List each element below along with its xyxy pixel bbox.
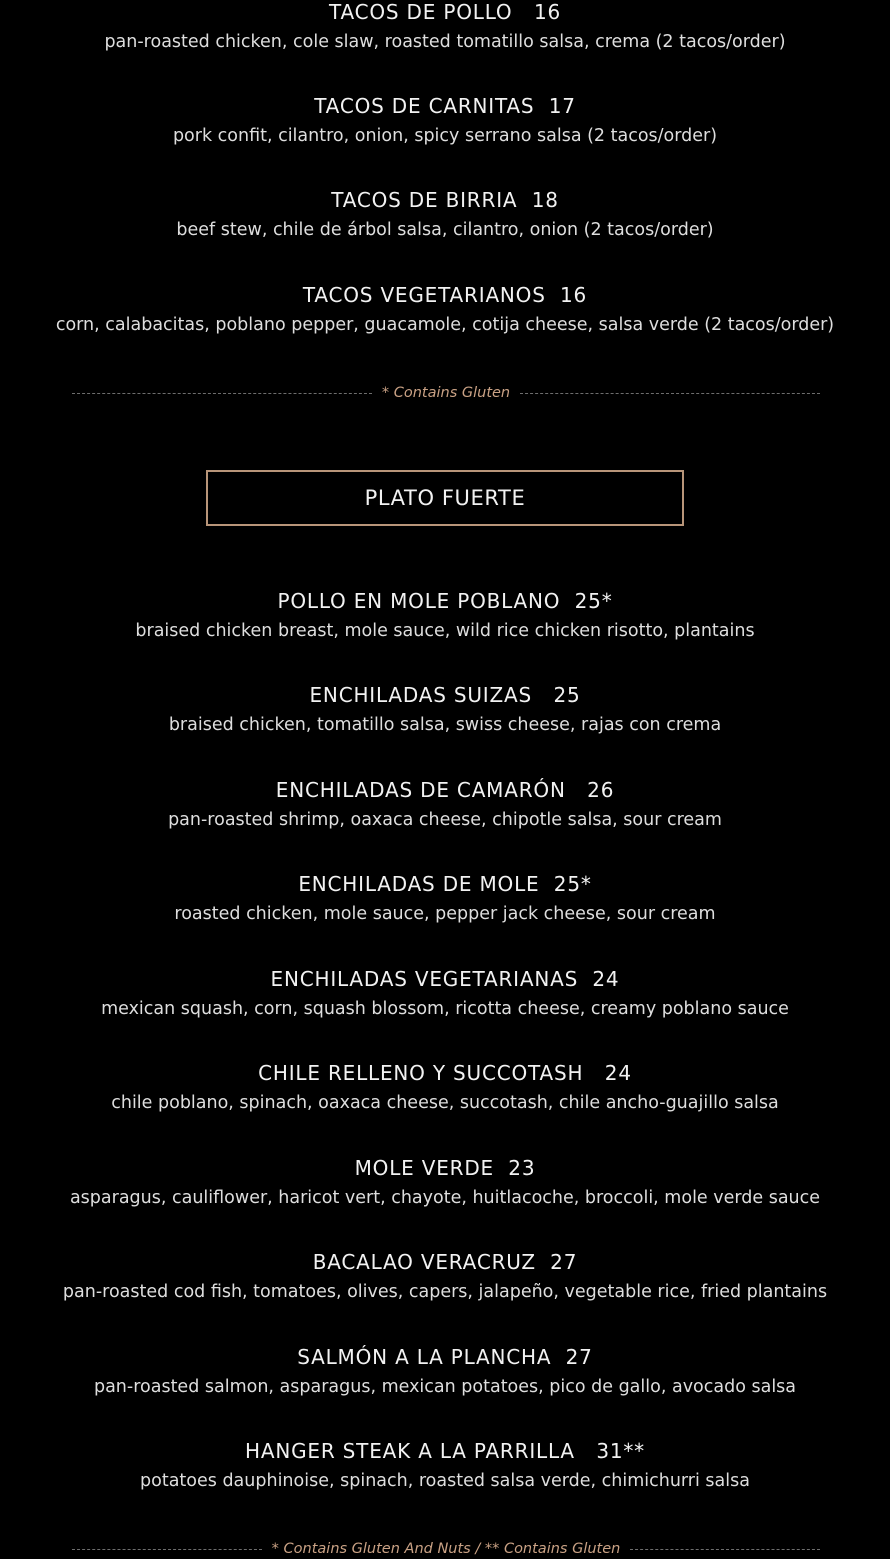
- menu-item-enchiladas-suizas: [0, 682, 890, 737]
- menu-item-tacos-de-birria: [0, 187, 890, 242]
- divider-right: [520, 393, 820, 394]
- item-description: pan-roasted shrimp, oaxaca cheese, chipotle salsa, sour cream: [168, 810, 722, 830]
- divider-right: [630, 1549, 820, 1550]
- item-title: TACOS DE BIRRIA 18: [331, 188, 559, 212]
- menu-item-enchiladas-de-mole: [0, 871, 890, 926]
- tacos-allergen-note: [72, 383, 820, 403]
- item-description: beef stew, chile de árbol salsa, cilantro, onion (2 tacos/order): [176, 220, 714, 240]
- note-text: * Contains Gluten: [381, 385, 511, 401]
- section-header-box: [206, 470, 684, 526]
- menu-item-enchiladas-de-camaron: [0, 777, 890, 832]
- menu-item-hanger-steak-a-la-parrilla: [0, 1438, 890, 1493]
- item-title: BACALAO VERACRUZ 27: [312, 1250, 578, 1274]
- note-text: * Contains Gluten And Nuts / ** Contains Gluten: [271, 1541, 621, 1557]
- item-description: pork confit, cilantro, onion, spicy serrano salsa (2 tacos/order): [172, 126, 718, 146]
- item-title: CHILE RELLENO Y SUCCOTASH 24: [258, 1061, 632, 1085]
- item-description: potatoes dauphinoise, spinach, roasted salsa verde, chimichurri salsa: [140, 1471, 750, 1491]
- item-description: corn, calabacitas, poblano pepper, guacamole, cotija cheese, salsa verde (2 tacos/order): [55, 315, 835, 335]
- section-title: PLATO FUERTE: [364, 486, 526, 510]
- menu-item-tacos-de-carnitas: [0, 93, 890, 148]
- item-title: MOLE VERDE 23: [354, 1156, 536, 1180]
- item-description: pan-roasted cod fish, tomatoes, olives, capers, jalapeño, vegetable rice, fried plantains: [62, 1282, 828, 1302]
- menu-item-bacalao-veracruz: [0, 1249, 890, 1304]
- item-description: pan-roasted chicken, cole slaw, roasted tomatillo salsa, crema (2 tacos/order): [104, 32, 786, 52]
- menu-item-enchiladas-vegetarianas: [0, 966, 890, 1021]
- item-title: ENCHILADAS VEGETARIANAS 24: [270, 967, 620, 991]
- divider-left: [72, 393, 372, 394]
- item-description: pan-roasted salmon, asparagus, mexican potatoes, pico de gallo, avocado salsa: [93, 1377, 797, 1397]
- plato-fuerte-allergen-note: [72, 1539, 820, 1559]
- item-title: POLLO EN MOLE POBLANO 25*: [277, 589, 613, 613]
- item-description: braised chicken, tomatillo salsa, swiss cheese, rajas con crema: [168, 715, 722, 735]
- item-description: chile poblano, spinach, oaxaca cheese, succotash, chile ancho-guajillo salsa: [111, 1093, 779, 1113]
- menu-item-tacos-vegetarianos: [0, 282, 890, 337]
- menu-item-pollo-en-mole-poblano: [0, 588, 890, 643]
- menu-item-mole-verde: [0, 1155, 890, 1210]
- item-title: ENCHILADAS DE MOLE 25*: [298, 872, 592, 896]
- item-title: TACOS DE POLLO 16: [329, 0, 561, 24]
- menu-item-salmon-a-la-plancha: [0, 1344, 890, 1399]
- item-description: asparagus, cauliflower, haricot vert, chayote, huitlacoche, broccoli, mole verde sauce: [69, 1188, 821, 1208]
- item-title: HANGER STEAK A LA PARRILLA 31**: [245, 1439, 645, 1463]
- item-title: SALMÓN A LA PLANCHA 27: [297, 1345, 593, 1369]
- item-title: TACOS DE CARNITAS 17: [314, 94, 576, 118]
- item-title: ENCHILADAS SUIZAS 25: [309, 683, 581, 707]
- divider-left: [72, 1549, 262, 1550]
- item-title: ENCHILADAS DE CAMARÓN 26: [275, 778, 615, 802]
- menu-item-chile-relleno-y-succotash: [0, 1060, 890, 1115]
- menu-item-tacos-de-pollo: [0, 0, 890, 54]
- item-description: braised chicken breast, mole sauce, wild rice chicken risotto, plantains: [135, 621, 755, 641]
- item-description: mexican squash, corn, squash blossom, ricotta cheese, creamy poblano sauce: [101, 999, 789, 1019]
- item-description: roasted chicken, mole sauce, pepper jack cheese, sour cream: [174, 904, 716, 924]
- item-title: TACOS VEGETARIANOS 16: [302, 283, 588, 307]
